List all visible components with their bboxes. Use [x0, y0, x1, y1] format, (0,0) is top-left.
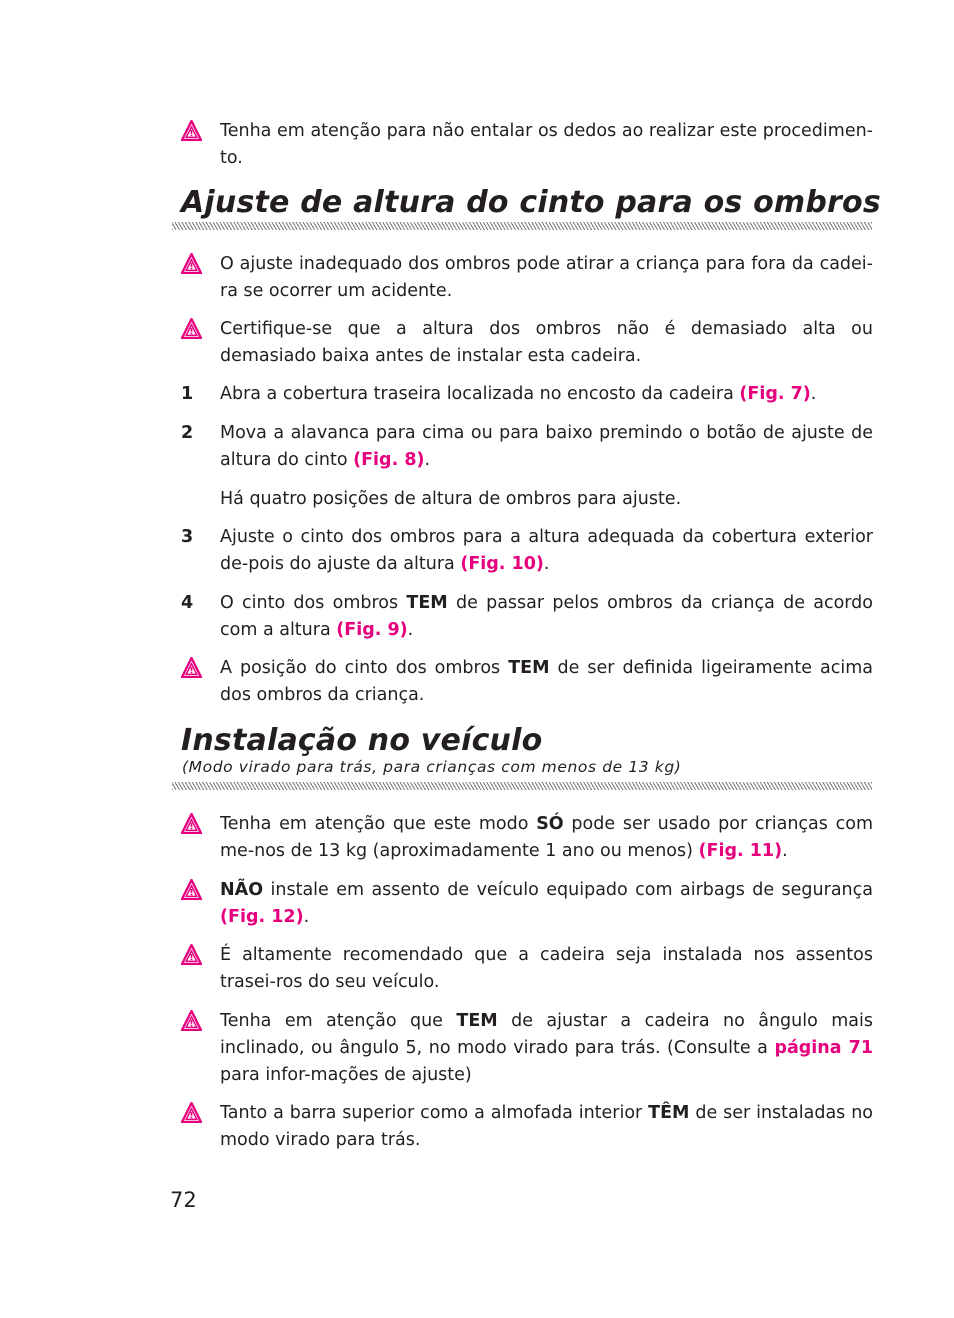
- warning-item: [181, 811, 873, 865]
- step-2: [181, 420, 873, 474]
- warning-item: [181, 655, 873, 709]
- figure-reference: (Fig. 12): [220, 907, 304, 927]
- figure-reference: (Fig. 10): [460, 554, 544, 574]
- step-4: [181, 590, 873, 644]
- intro-warning: [181, 118, 873, 172]
- warning-icon: [181, 253, 202, 274]
- warning-icon: [181, 1102, 202, 1123]
- page-number: 72: [170, 1188, 197, 1212]
- step-number: 1: [181, 384, 194, 404]
- warning-text: A posição do cinto dos ombros TEM de ser definida ligeiramente acima dos ombros da criança.: [220, 658, 874, 705]
- figure-reference: (Fig. 9): [336, 620, 408, 640]
- warning-text: Tanto a barra superior como a almofada interior TÊM de ser instaladas no modo virado para trás.: [220, 1103, 873, 1150]
- hatched-divider: [172, 782, 872, 790]
- note-text: Há quatro posições de altura de ombros para ajuste.: [220, 489, 682, 509]
- step-text: Mova a alavanca para cima ou para baixo premindo o botão de ajuste de altura do cinto (Fig. 8).: [220, 423, 873, 470]
- warning-text: Tenha em atenção para não entalar os dedos ao realizar este procedimen-to.: [220, 121, 873, 168]
- hatched-divider: [172, 222, 872, 230]
- warning-text: Certifique-se que a altura dos ombros não é demasiado alta ou demasiado baixa antes de instalar esta cadeira.: [220, 319, 873, 366]
- warning-icon: [181, 879, 202, 900]
- step-number: 3: [181, 527, 194, 547]
- step-text: Abra a cobertura traseira localizada no encosto da cadeira (Fig. 7).: [220, 384, 817, 404]
- warning-icon: [181, 944, 202, 965]
- warning-text: Tenha em atenção que TEM de ajustar a cadeira no ângulo mais inclinado, ou ângulo 5, no modo virado para trás. (Consulte a página 71 para infor-mações de ajuste): [220, 1011, 874, 1085]
- warning-icon: [181, 120, 202, 141]
- step-1: [181, 381, 873, 408]
- warning-item: [181, 251, 873, 305]
- warning-icon: [181, 1010, 202, 1031]
- warning-text: O ajuste inadequado dos ombros pode atirar a criança para fora da cadei-ra se ocorrer um acidente.: [220, 254, 873, 301]
- step-2-note: [181, 486, 873, 513]
- step-text: Ajuste o cinto dos ombros para a altura adequada da cobertura exterior de-pois do ajuste da altura (Fig. 10).: [220, 527, 873, 574]
- section-subtitle: (Modo virado para trás, para crianças com menos de 13 kg): [182, 758, 682, 776]
- figure-reference: (Fig. 11): [698, 841, 783, 861]
- warning-text: NÃO instale em assento de veículo equipado com airbags de segurança (Fig. 12).: [220, 880, 873, 927]
- warning-item: [181, 1008, 873, 1089]
- warning-text: Tenha em atenção que este modo SÓ pode ser usado por crianças com me-nos de 13 kg (aproximadamente 1 ano ou menos) (Fig. 11).: [220, 814, 873, 861]
- step-3: [181, 524, 873, 578]
- warning-icon: [181, 813, 202, 834]
- section-title-shoulder-height: Ajuste de altura do cinto para os ombros: [181, 185, 881, 220]
- warning-icon: [181, 318, 202, 339]
- warning-text: É altamente recomendado que a cadeira seja instalada nos assentos trasei-ros do seu veículo.: [220, 945, 873, 992]
- warning-item: [181, 316, 873, 370]
- step-text: O cinto dos ombros TEM de passar pelos ombros da criança de acordo com a altura (Fig. 9).: [220, 593, 873, 640]
- warning-item: [181, 942, 873, 996]
- page-reference: página 71: [774, 1038, 874, 1058]
- figure-reference: (Fig. 7): [739, 384, 811, 404]
- warning-icon: [181, 657, 202, 678]
- step-number: 4: [181, 593, 194, 613]
- warning-item: [181, 877, 873, 931]
- section-title-vehicle-installation: Instalação no veículo: [181, 723, 543, 758]
- step-number: 2: [181, 423, 194, 443]
- warning-item: [181, 1100, 873, 1154]
- figure-reference: (Fig. 8): [353, 450, 425, 470]
